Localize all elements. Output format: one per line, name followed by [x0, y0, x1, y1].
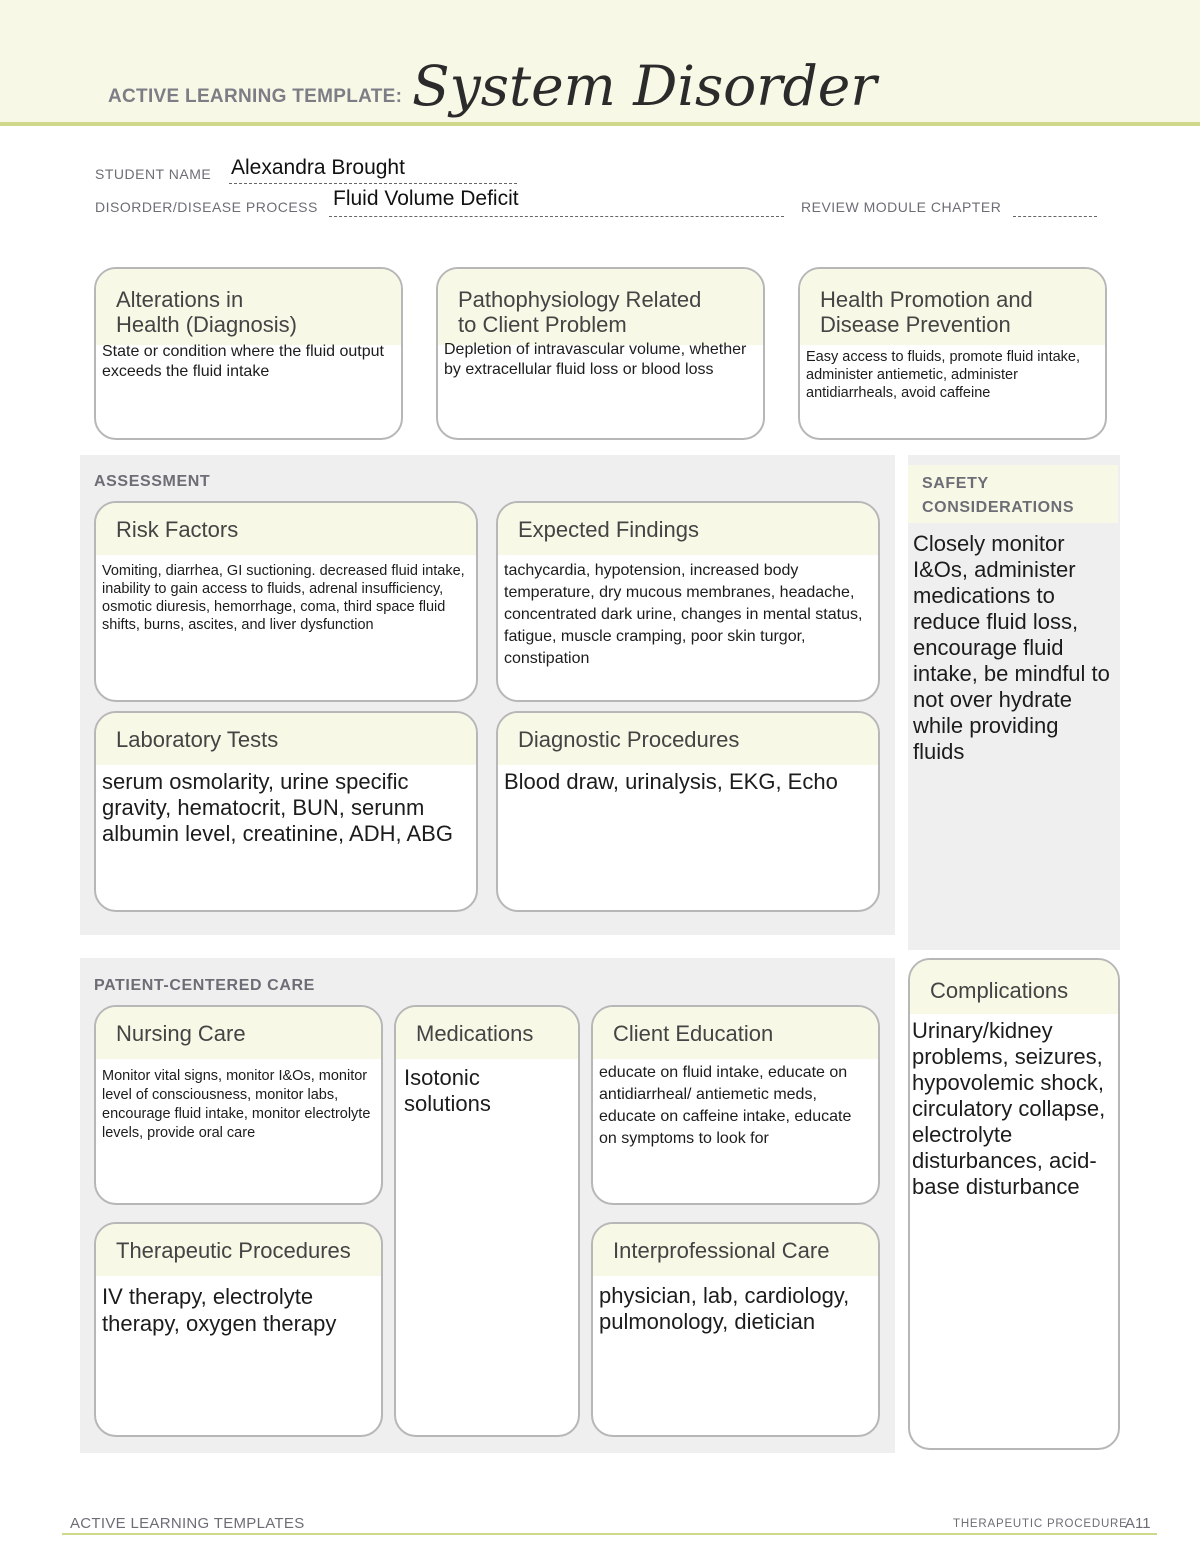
header-rule	[0, 122, 1200, 126]
nursing-care-text[interactable]: Monitor vital signs, monitor I&Os, monitor level of consciousness, monitor labs, encourage fluid intake, monitor electrolyte levels, provide oral care	[102, 1068, 371, 1141]
pathophysiology-title-line2: to Client Problem	[458, 312, 627, 337]
footer-right-label: THERAPEUTIC PROCEDURE	[953, 1518, 1128, 1530]
alterations-title-line2: Health (Diagnosis)	[116, 312, 297, 337]
health-promotion-header	[800, 269, 1105, 345]
patient-centered-care-label: PATIENT-CENTERED CARE	[94, 977, 315, 994]
health-promotion-title-line2: Disease Prevention	[820, 312, 1011, 337]
disorder-underline	[329, 216, 784, 217]
footer-left-label: ACTIVE LEARNING TEMPLATES	[70, 1515, 305, 1532]
diagnostic-procedures-text[interactable]: Blood draw, urinalysis, EKG, Echo	[504, 769, 838, 794]
safety-text[interactable]: Closely monitor I&Os, administer medications to reduce fluid loss, encourage fluid intake, be mindful to not over hydrate while providing fluids	[913, 531, 1110, 764]
pathophysiology-header	[438, 269, 763, 345]
template-label: ACTIVE LEARNING TEMPLATE:	[108, 86, 403, 107]
client-education-title: Client Education	[593, 1007, 878, 1059]
complications-text[interactable]: Urinary/kidney problems, seizures, hypovolemic shock, circulatory collapse, electrolyte disturbances, acid-base disturbance	[912, 1018, 1106, 1199]
template-title: System Disorder	[412, 54, 877, 118]
footer-rule	[62, 1533, 1157, 1535]
expected-findings-title: Expected Findings	[498, 503, 878, 555]
client-education-text[interactable]: educate on fluid intake, educate on antidiarrheal/ antiemetic meds, educate on caffeine intake, educate on symptoms to look for	[599, 1064, 852, 1147]
safety-label-line2: CONSIDERATIONS	[922, 499, 1075, 516]
nursing-care-box	[94, 1005, 383, 1205]
risk-factors-box	[94, 501, 478, 702]
health-promotion-title-line1: Health Promotion and	[820, 287, 1033, 312]
safety-label	[922, 472, 1074, 520]
medications-text[interactable]: Isotonic solutions	[404, 1065, 491, 1116]
medications-title: Medications	[396, 1007, 578, 1059]
laboratory-tests-title: Laboratory Tests	[96, 713, 476, 765]
footer-page-number: A11	[1125, 1515, 1151, 1532]
laboratory-tests-text[interactable]: serum osmolarity, urine specific gravity, hematocrit, BUN, serunm albumin level, creatinine, ADH, ABG	[102, 769, 453, 846]
complications-box	[908, 958, 1120, 1450]
alterations-in-health-box	[94, 267, 403, 440]
student-name-underline	[229, 183, 517, 184]
therapeutic-procedures-text[interactable]: IV therapy, electrolyte therapy, oxygen therapy	[102, 1284, 337, 1336]
safety-label-line1: SAFETY	[922, 475, 989, 492]
alterations-text[interactable]: State or condition where the fluid output exceeds the fluid intake	[102, 343, 384, 380]
pathophysiology-text[interactable]: Depletion of intravascular volume, whether by extracellular fluid loss or blood loss	[444, 341, 747, 378]
risk-factors-title: Risk Factors	[96, 503, 476, 555]
pathophysiology-box	[436, 267, 765, 440]
diagnostic-procedures-box	[496, 711, 880, 912]
interprofessional-care-box	[591, 1222, 880, 1437]
disorder-field[interactable]: Fluid Volume Deficit	[333, 187, 519, 210]
health-promotion-text[interactable]: Easy access to fluids, promote fluid intake, administer antiemetic, administer antidiarrheals, avoid caffeine	[806, 349, 1081, 401]
client-education-box	[591, 1005, 880, 1205]
review-module-field[interactable]	[1013, 216, 1097, 217]
expected-findings-text[interactable]: tachycardia, hypotension, increased body temperature, dry mucous membranes, headache, concentrated dark urine, changes in mental status, fatigue, muscle cramping, poor skin turgor, constipation	[504, 562, 863, 667]
medications-box	[394, 1005, 580, 1437]
health-promotion-box	[798, 267, 1107, 440]
interprofessional-care-title: Interprofessional Care	[593, 1224, 878, 1276]
student-name-field[interactable]: Alexandra Brought	[231, 156, 405, 179]
pathophysiology-title-line1: Pathophysiology Related	[458, 287, 702, 312]
expected-findings-box	[496, 501, 880, 702]
diagnostic-procedures-title: Diagnostic Procedures	[498, 713, 878, 765]
therapeutic-procedures-box	[94, 1222, 383, 1437]
student-name-label: STUDENT NAME	[95, 166, 212, 182]
alterations-header	[96, 269, 401, 345]
laboratory-tests-box	[94, 711, 478, 912]
risk-factors-text[interactable]: Vomiting, diarrhea, GI suctioning. decreased fluid intake, inability to gain access to fluids, adrenal insufficiency, osmotic diuresis, hemorrhage, coma, third space fluid shifts, burns, ascites, and liver dysfunction	[102, 563, 465, 633]
review-module-label: REVIEW MODULE CHAPTER	[801, 199, 1002, 215]
assessment-label: ASSESSMENT	[94, 473, 211, 490]
therapeutic-procedures-title: Therapeutic Procedures	[96, 1224, 381, 1276]
complications-title: Complications	[910, 960, 1118, 1014]
nursing-care-title: Nursing Care	[96, 1007, 381, 1059]
interprofessional-care-text[interactable]: physician, lab, cardiology, pulmonology, dietician	[599, 1283, 850, 1334]
alterations-title-line1: Alterations in	[116, 287, 244, 312]
disorder-label: DISORDER/DISEASE PROCESS	[95, 199, 318, 215]
